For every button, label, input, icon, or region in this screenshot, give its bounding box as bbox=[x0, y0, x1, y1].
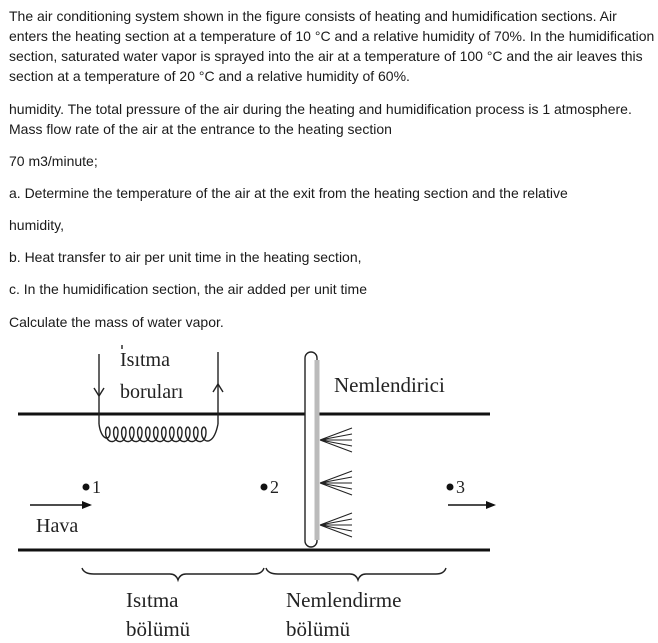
figure-svg bbox=[0, 340, 658, 643]
state-point-2-label: 2 bbox=[270, 477, 279, 497]
heating-pipes-label-line1: Isıtma bbox=[120, 349, 170, 371]
humidifier-pipe bbox=[305, 352, 317, 547]
spray-nozzles bbox=[320, 428, 352, 537]
state-point-2-dot bbox=[261, 484, 268, 491]
heating-pipes-label-line2: boruları bbox=[120, 381, 184, 403]
air-conditioning-figure bbox=[0, 340, 658, 643]
question-a-continued: humidity, bbox=[9, 217, 64, 233]
question-a: a. Determine the temperature of the air at the exit from the heating section and the relative bbox=[9, 185, 568, 201]
heating-section-label-line2: bölümü bbox=[126, 617, 191, 641]
coil-loops bbox=[99, 424, 218, 442]
humidification-section-label-line2: bölümü bbox=[286, 617, 351, 641]
problem-paragraph-1: The air conditioning system shown in the figure consists of heating and humidification sections. Air enters the heating section at a temperature of 10 °C and a relative humidity of 70%. In the humidification section, saturated water vapor is sprayed into the air at a temperature of 100 °C and the air leaves this section at a temperature of 20 °C and a relative humidity of 60%. bbox=[9, 8, 655, 84]
heating-section-label-line1: Isıtma bbox=[126, 588, 179, 612]
air-label: Hava bbox=[36, 515, 79, 537]
question-c-continued: Calculate the mass of water vapor. bbox=[9, 314, 224, 330]
inlet-arrow-icon bbox=[30, 501, 92, 509]
spray-icon bbox=[320, 471, 352, 495]
state-point-1-dot bbox=[83, 484, 90, 491]
state-point-3-dot bbox=[447, 484, 454, 491]
outlet-arrow-icon bbox=[448, 501, 496, 509]
question-c: c. In the humidification section, the air added per unit time bbox=[9, 281, 367, 297]
problem-paragraph-2: humidity. The total pressure of the air during the heating and humidification process is 1 atmosphere. Mass flow rate of the air at the entrance to the heating section bbox=[9, 101, 632, 137]
spray-icon bbox=[320, 428, 352, 452]
flow-rate-line: 70 m3/minute; bbox=[9, 153, 98, 169]
state-point-1-label: 1 bbox=[92, 477, 101, 497]
question-b: b. Heat transfer to air per unit time in the heating section, bbox=[9, 249, 362, 265]
spray-icon bbox=[320, 513, 352, 537]
humidification-section-label-line1: Nemlendirme bbox=[286, 588, 402, 612]
heating-section-brace bbox=[82, 568, 264, 580]
humidifier-label: Nemlendirici bbox=[334, 373, 445, 397]
humidification-section-brace bbox=[266, 568, 446, 580]
state-point-3-label: 3 bbox=[456, 477, 465, 497]
